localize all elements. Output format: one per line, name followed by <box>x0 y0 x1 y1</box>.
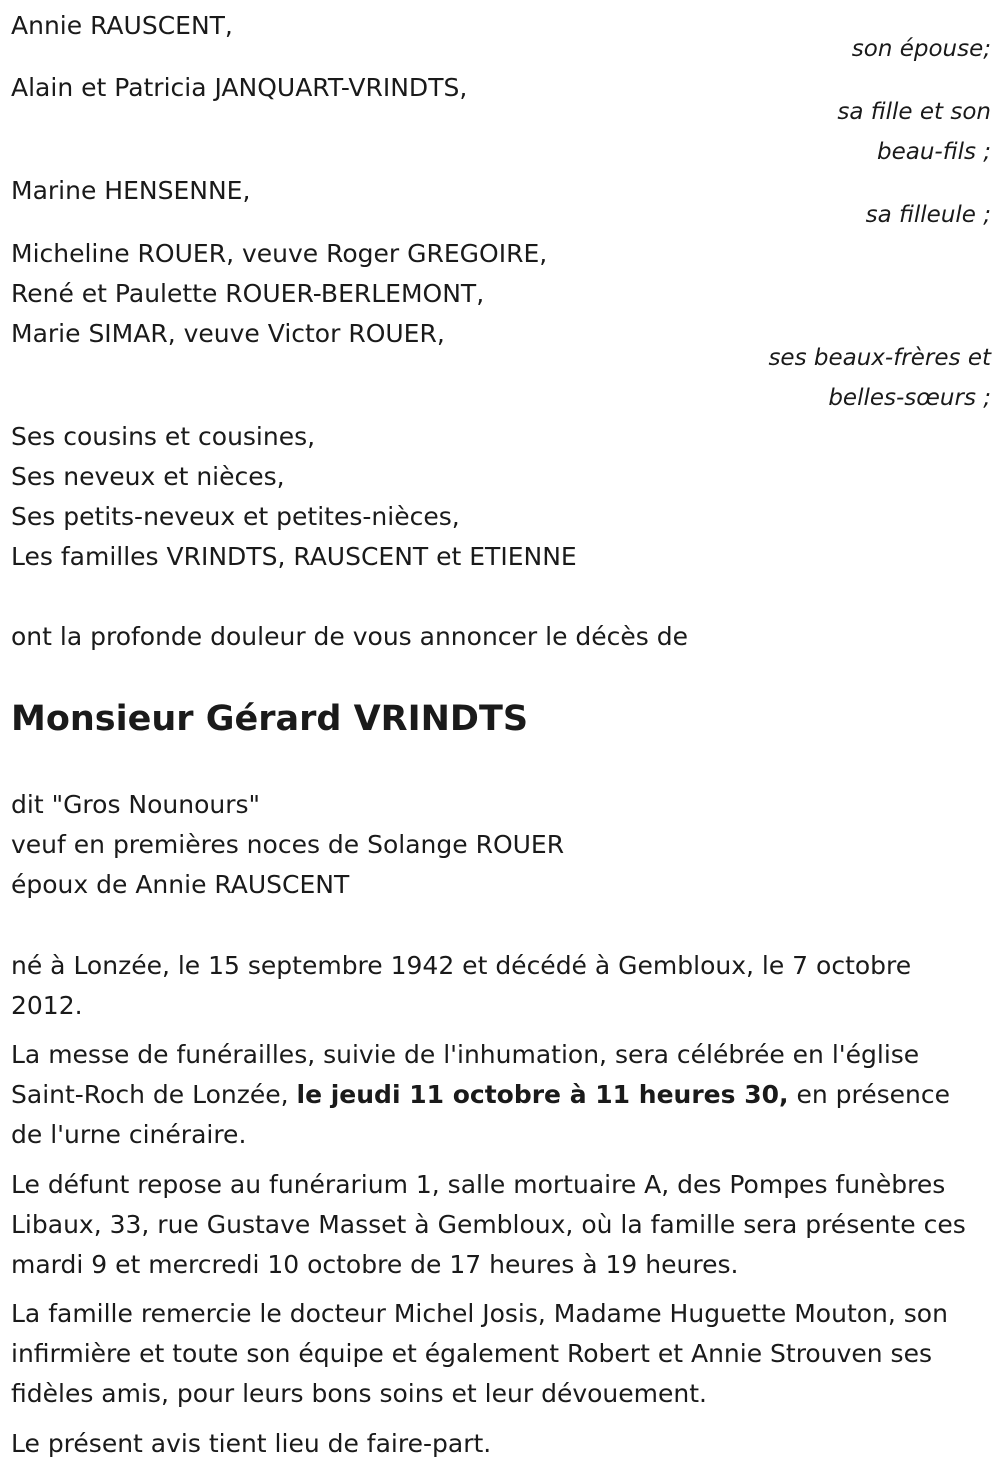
relatives-line: Ses petits-neveux et petites-nièces, <box>11 502 460 531</box>
in-law-name: Micheline ROUER, veuve Roger GREGOIRE, <box>11 239 548 268</box>
spouse-name: Annie RAUSCENT, <box>11 11 233 40</box>
goddaughter-relation: sa filleule ; <box>865 202 991 228</box>
relatives-line: Les familles VRINDTS, RAUSCENT et ETIENNE <box>11 542 577 571</box>
in-laws-relation-line1: ses beaux-frères et <box>768 345 991 371</box>
daughter-relation-line1: sa fille et son <box>837 99 991 125</box>
deceased-name-heading: Monsieur Gérard VRINDTS <box>11 699 529 739</box>
relatives-line: Ses neveux et nièces, <box>11 462 285 491</box>
funeral-text-before: La messe de funérailles, suivie de l'inhumation, sera célébrée en l'église Saint-Roch de Lonzée, <box>11 1040 920 1109</box>
goddaughter-name: Marine HENSENNE, <box>11 176 251 205</box>
relatives-line: Ses cousins et cousines, <box>11 422 316 451</box>
deceased-detail: époux de Annie RAUSCENT <box>11 870 350 899</box>
visitation-paragraph: Le défunt repose au funérarium 1, salle mortuaire A, des Pompes funèbres Libaux, 33, rue Gustave Masset à Gembloux, où la famille sera présente ces mardi 9 et mercredi 10 octobre de 17 heures à 19 heures. <box>11 1170 966 1279</box>
daughter-relation-line2: beau-fils ; <box>876 139 991 165</box>
funeral-date-time: le jeudi 11 octobre à 11 heures 30, <box>296 1080 789 1109</box>
spouse-relation: son épouse; <box>851 36 991 62</box>
deceased-detail: dit "Gros Nounours" <box>11 790 261 819</box>
daughter-name: Alain et Patricia JANQUART-VRINDTS, <box>11 73 468 102</box>
deceased-detail: veuf en premières noces de Solange ROUER <box>11 830 565 859</box>
funeral-paragraph <box>11 1035 986 1155</box>
birth-death-paragraph: né à Lonzée, le 15 septembre 1942 et décédé à Gembloux, le 7 octobre 2012. <box>11 951 912 1020</box>
obituary-notice <box>11 0 991 1478</box>
notice-paragraph: Le présent avis tient lieu de faire-part. <box>11 1429 492 1458</box>
funeral-text-after: en présence de l'urne cinéraire. <box>11 1080 950 1149</box>
in-laws-relation-line2: belles-sœurs ; <box>828 385 991 411</box>
in-law-name: Marie SIMAR, veuve Victor ROUER, <box>11 319 445 348</box>
announcement-text: ont la profonde douleur de vous annoncer le décès de <box>11 622 689 651</box>
in-law-name: René et Paulette ROUER-BERLEMONT, <box>11 279 485 308</box>
thanks-paragraph: La famille remercie le docteur Michel Josis, Madame Huguette Mouton, son infirmière et toute son équipe et également Robert et Annie Strouven ses fidèles amis, pour leurs bons soins et leur dévouement. <box>11 1299 948 1408</box>
